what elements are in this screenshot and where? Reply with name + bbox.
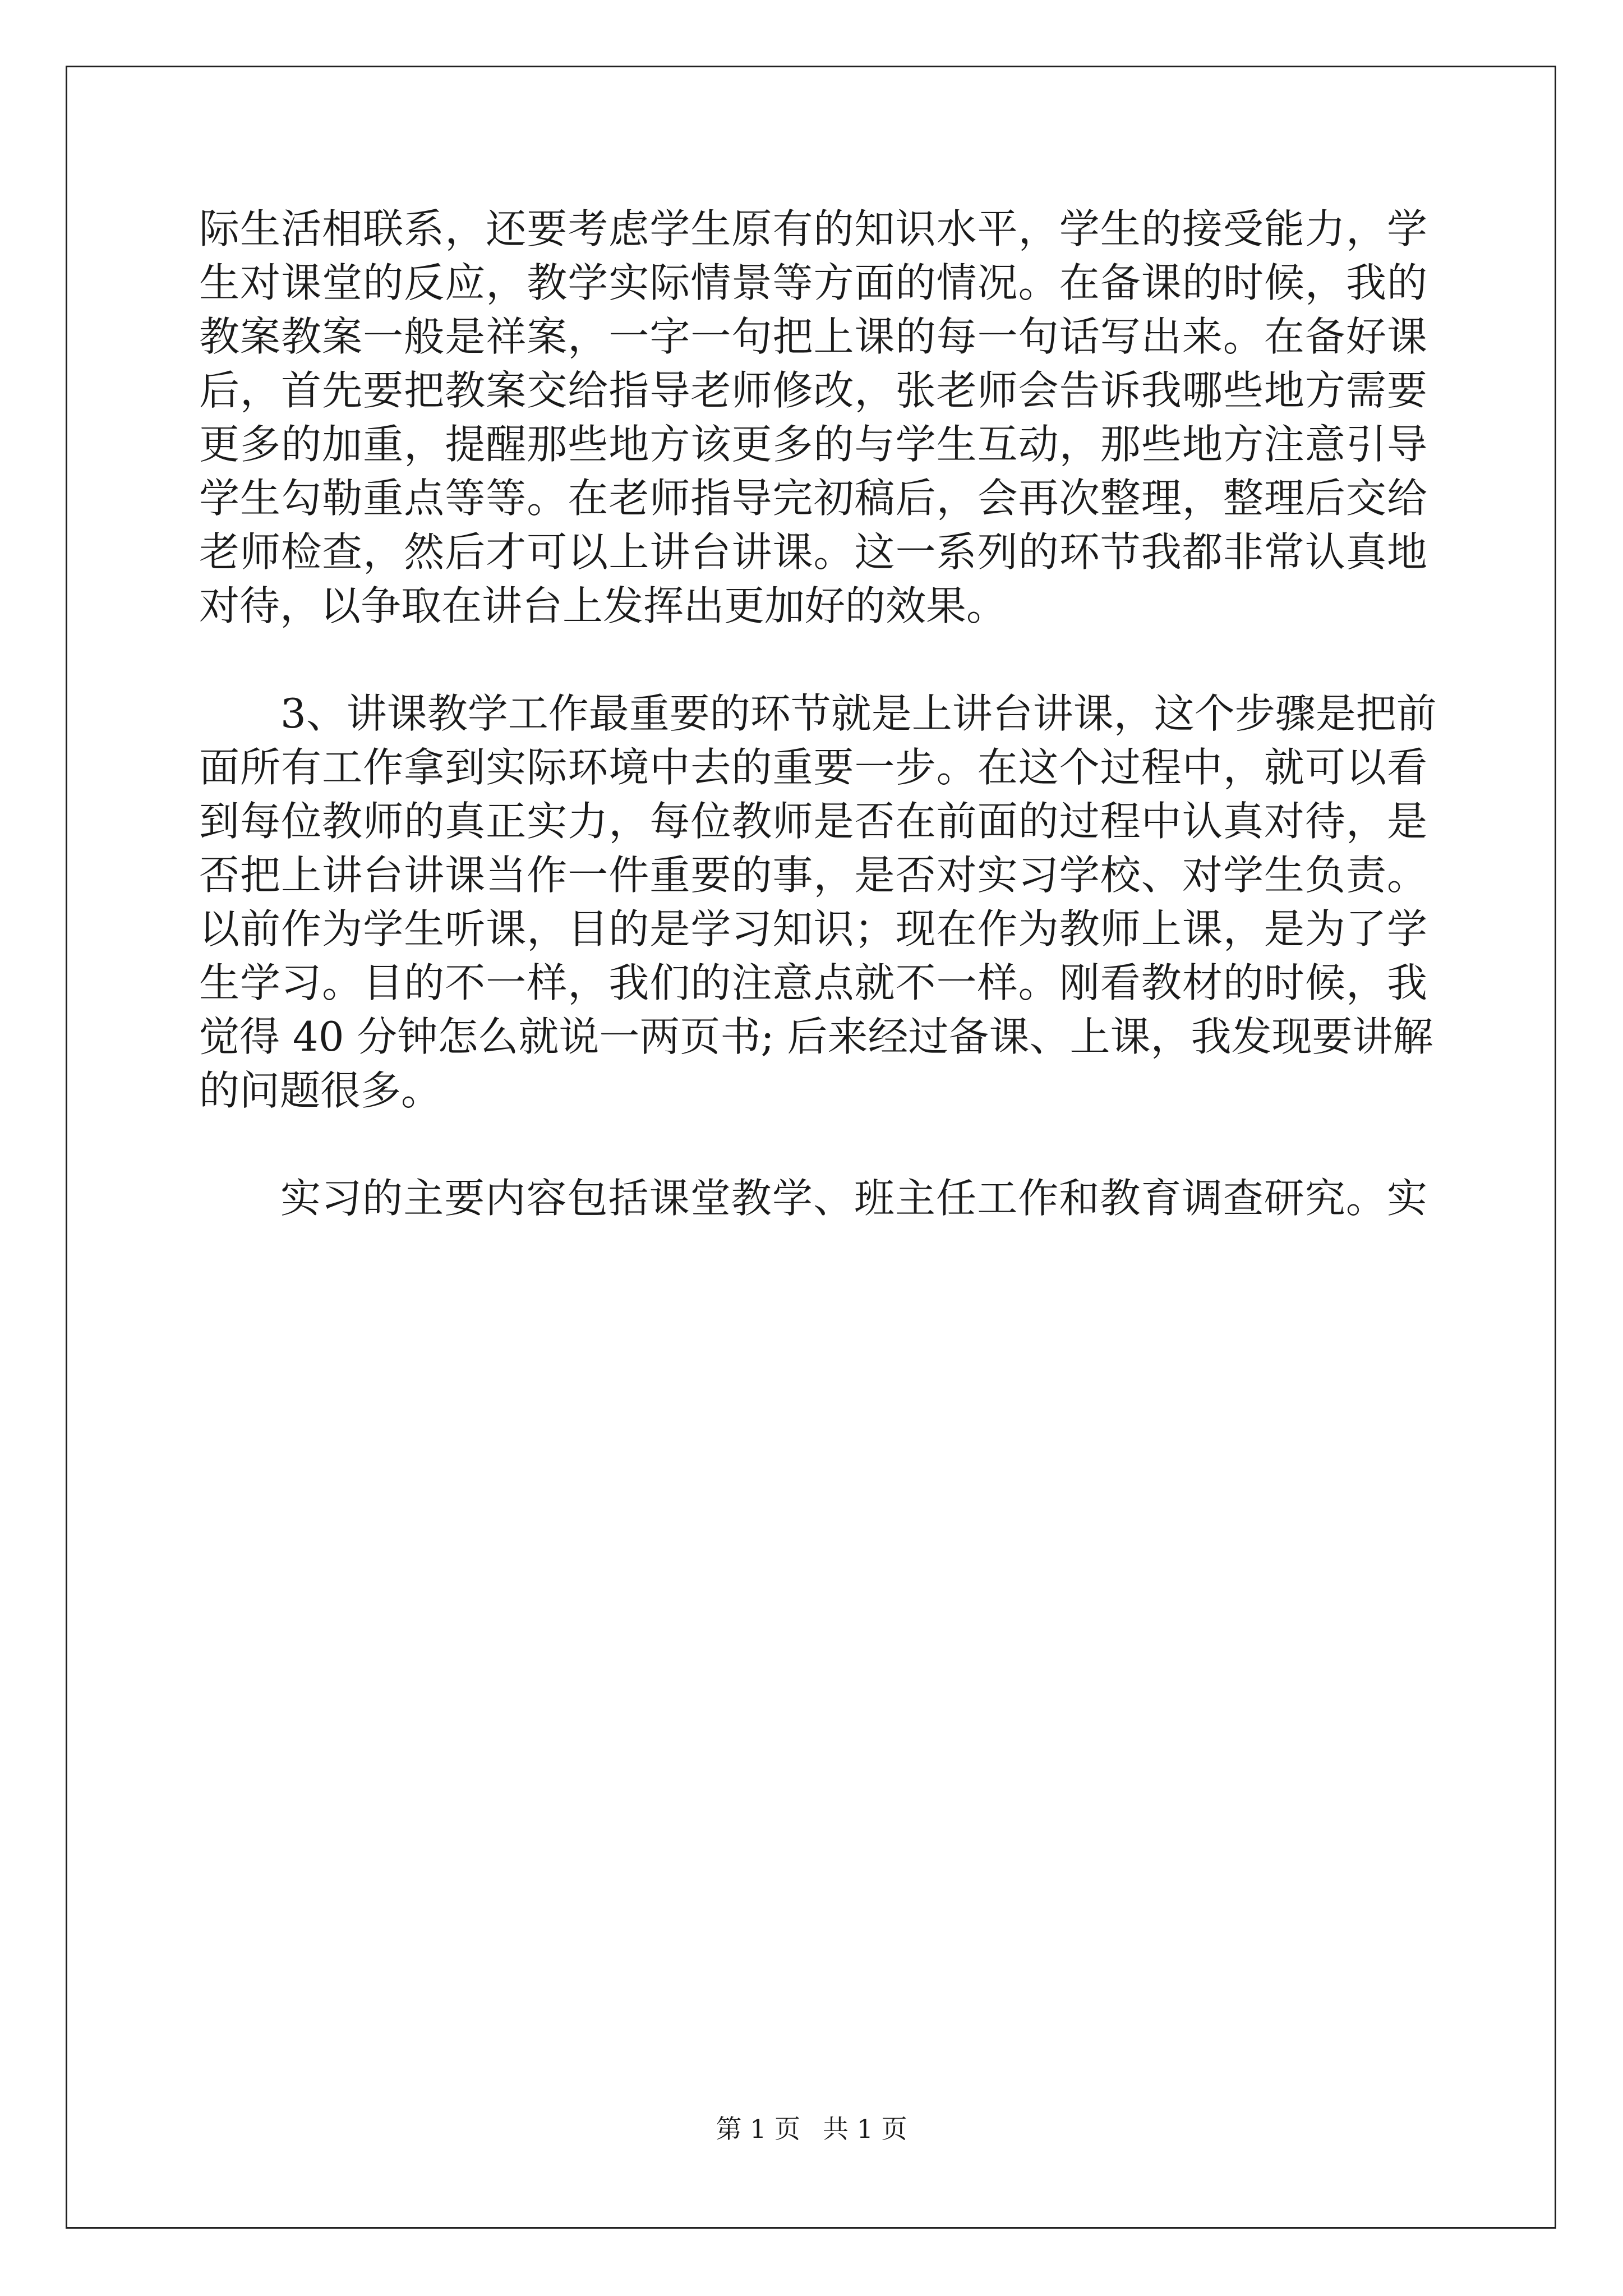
text-line: 老师检查，然后才可以上讲台讲课。这一系列的环节我都非常认真地 <box>199 528 1427 576</box>
text-line: 学生勾勒重点等等。在老师指导完初稿后，会再次整理，整理后交给 <box>199 475 1427 522</box>
text-line: 对待，以争取在讲台上发挥出更加好的效果。 <box>199 582 1007 629</box>
text-line: 到每位教师的真正实力，每位教师是否在前面的过程中认真对待，是 <box>199 798 1427 845</box>
text-line: 以前作为学生听课，目的是学习知识；现在作为教师上课，是为了学 <box>199 905 1427 953</box>
page-number-current: 第 1 页 <box>716 2114 800 2144</box>
text-line: 生对课堂的反应，教学实际情景等方面的情况。在备课的时候，我的 <box>199 259 1427 306</box>
text-line: 后，首先要把教案交给指导老师修改，张老师会告诉我哪些地方需要 <box>199 367 1427 414</box>
text-line: 的问题很多。 <box>199 1067 442 1114</box>
page-footer <box>0 2112 1623 2146</box>
text-line: 生学习。目的不一样，我们的注意点就不一样。刚看教材的时候，我 <box>199 959 1427 1006</box>
text-line: 觉得 40 分钟怎么就说一两页书; 后来经过备课、上课，我发现要讲解 <box>199 1013 1433 1060</box>
paragraph-3 <box>199 1171 1427 1225</box>
page-number-total: 共 1 页 <box>823 2114 907 2144</box>
text-line: 面所有工作拿到实际环境中去的重要一步。在这个过程中，就可以看 <box>199 744 1427 791</box>
text-line: 教案教案一般是祥案，一字一句把上课的每一句话写出来。在备好课 <box>199 313 1427 360</box>
text-line: 更多的加重，提醒那些地方该更多的与学生互动，那些地方注意引导 <box>199 421 1427 468</box>
paragraph-2 <box>199 687 1437 1117</box>
document-body <box>199 202 1437 1225</box>
paragraph-1 <box>199 202 1427 633</box>
text-line: 际生活相联系，还要考虑学生原有的知识水平，学生的接受能力，学 <box>199 205 1427 252</box>
text-line: 3、讲课教学工作最重要的环节就是上讲台讲课，这个步骤是把前 <box>280 690 1437 737</box>
text-line: 否把上讲台讲课当作一件重要的事，是否对实习学校、对学生负责。 <box>199 852 1427 899</box>
text-line: 实习的主要内容包括课堂教学、班主任工作和教育调查研究。实 <box>280 1175 1427 1222</box>
